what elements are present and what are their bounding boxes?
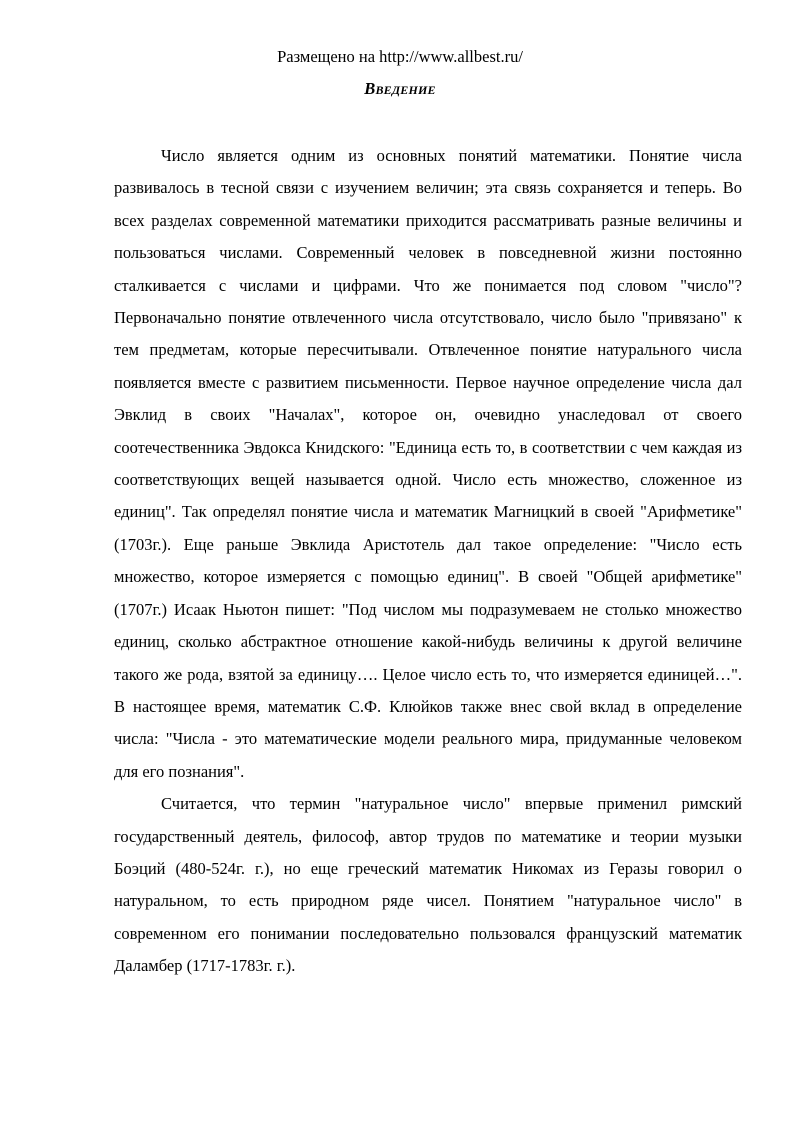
source-header: Размещено на http://www.allbest.ru/ (277, 47, 523, 66)
paragraph-2: Считается, что термин "натуральное число" впервые применил римский государственный деятель, философ, автор трудов по математике и теории музыки Боэций (480-524г. г.), но еще греческий математик Никомах из Геразы говорил о натуральном, то есть природном ряде чисел. Понятием "натуральное число" в современном его понимании последовательно пользовался французский математик Даламбер (1717-1783г. г.). (114, 794, 742, 976)
paragraph-1: Число является одним из основных понятий математики. Понятие числа развивалось в тесной связи с изучением величин; эта связь сохраняется и теперь. Во всех разделах современной математики приходится рассматривать разные величины и пользоваться числами. Современный человек в повседневной жизни постоянно сталкивается с числами и цифрами. Что же понимается под словом "число"? Первоначально понятие отвлеченного числа отсутствовало, число было "привязано" к тем предметам, которые пересчитывали. Отвлеченное понятие натурального числа появляется вместе с развитием письменности. Первое научное определение числа дал Эвклид в своих "Началах", которое он, очевидно унаследовал от своего соотечественника Эвдокса Книдского: "Единица есть то, в соответствии с чем каждая из соответствующих вещей называется одной. Число есть множество, сложенное из единиц". Так определял понятие числа и математик Магницкий в своей "Арифметике" (1703г.). Еще раньше Эвклида Аристотель дал такое определение: "Число есть множество, которое измеряется с помощью единиц". В своей "Общей арифметике" (1707г.) Исаак Ньютон пишет: "Под числом мы подразумеваем не столько множество единиц, сколько абстрактное отношение какой-нибудь величины к другой величине такого же рода, взятой за единицу…. Целое число есть то, что измеряется единицей…". В настоящее время, математик С.Ф. Клюйков также внес свой вклад в определение числа: "Числа - это математические модели реального мира, придуманные человеком для его познания". (114, 146, 742, 781)
document-body (114, 140, 742, 983)
document-title: Введение (364, 79, 436, 98)
